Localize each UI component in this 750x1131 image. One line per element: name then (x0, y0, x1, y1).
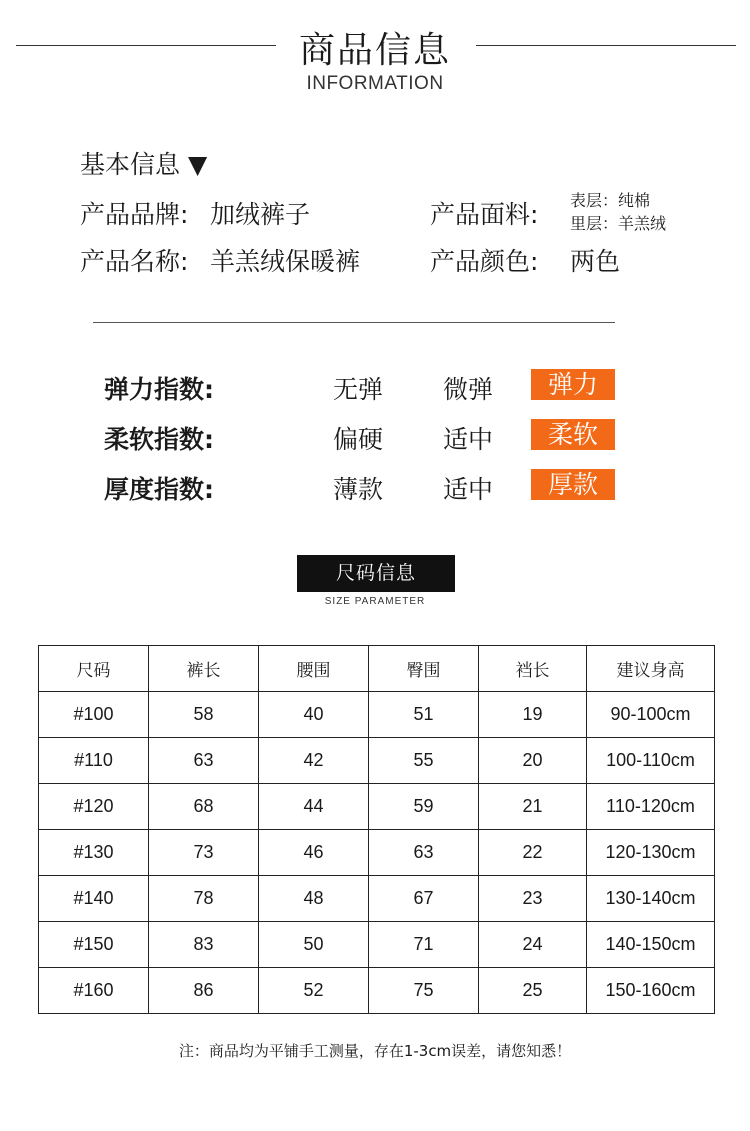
cell-waist: 50 (259, 922, 369, 968)
cell-height: 130-140cm (587, 876, 715, 922)
header-hip: 臀围 (369, 646, 479, 692)
cell-waist: 52 (259, 968, 369, 1014)
softness-option-medium: 适中 (442, 425, 493, 454)
table-row (39, 968, 715, 1014)
cell-rise: 21 (479, 784, 587, 830)
elasticity-option-none: 无弹 (332, 375, 383, 404)
color-label: 产品颜色: (430, 247, 539, 276)
cell-height: 90-100cm (587, 692, 715, 738)
elasticity-option-slight: 微弹 (442, 375, 493, 404)
cell-size: #110 (39, 738, 149, 784)
cell-waist: 48 (259, 876, 369, 922)
cell-hip: 59 (369, 784, 479, 830)
cell-length: 86 (149, 968, 259, 1014)
header-size: 尺码 (39, 646, 149, 692)
cell-rise: 25 (479, 968, 587, 1014)
cell-length: 63 (149, 738, 259, 784)
cell-height: 150-160cm (587, 968, 715, 1014)
cell-size: #130 (39, 830, 149, 876)
elasticity-option-elastic-selected: 弹力 (531, 369, 615, 400)
cell-hip: 63 (369, 830, 479, 876)
thickness-option-medium: 适中 (442, 475, 493, 504)
name-label: 产品名称: (80, 247, 189, 276)
fabric-label: 产品面料: (430, 200, 539, 229)
cell-waist: 44 (259, 784, 369, 830)
brand-label: 产品品牌: (80, 200, 189, 229)
thickness-option-thin: 薄款 (332, 475, 383, 504)
cell-length: 68 (149, 784, 259, 830)
basic-info-heading: 基本信息 ▼ (80, 150, 208, 179)
fabric-inner: 里层：羊羔绒 (570, 214, 667, 233)
size-section-subtitle: SIZE PARAMETER (324, 596, 426, 607)
cell-height: 110-120cm (587, 784, 715, 830)
table-row (39, 692, 715, 738)
section-divider (93, 322, 615, 323)
cell-length: 83 (149, 922, 259, 968)
cell-rise: 19 (479, 692, 587, 738)
table-row (39, 784, 715, 830)
cell-waist: 40 (259, 692, 369, 738)
header-waist: 腰围 (259, 646, 369, 692)
cell-hip: 51 (369, 692, 479, 738)
cell-rise: 20 (479, 738, 587, 784)
measurement-note: 注：商品均为平铺手工测量，存在1-3cm误差，请您知悉！ (178, 1042, 572, 1060)
cell-size: #140 (39, 876, 149, 922)
brand-value: 加绒裤子 (210, 200, 311, 229)
table-row (39, 738, 715, 784)
cell-size: #150 (39, 922, 149, 968)
softness-option-soft-selected: 柔软 (531, 419, 615, 450)
elasticity-label: 弹力指数: (104, 375, 214, 404)
cell-size: #160 (39, 968, 149, 1014)
cell-rise: 23 (479, 876, 587, 922)
page-subtitle: INFORMATION (306, 73, 444, 94)
size-section-title: 尺码信息 (297, 555, 455, 592)
cell-hip: 55 (369, 738, 479, 784)
color-value: 两色 (570, 247, 621, 276)
name-value: 羊羔绒保暖裤 (210, 247, 361, 276)
table-row (39, 922, 715, 968)
softness-label: 柔软指数: (104, 425, 214, 454)
cell-height: 120-130cm (587, 830, 715, 876)
cell-rise: 24 (479, 922, 587, 968)
header-rise: 裆长 (479, 646, 587, 692)
cell-waist: 42 (259, 738, 369, 784)
thickness-label: 厚度指数: (104, 475, 214, 504)
cell-height: 140-150cm (587, 922, 715, 968)
cell-height: 100-110cm (587, 738, 715, 784)
size-table (38, 645, 715, 1014)
header-height: 建议身高 (587, 646, 715, 692)
cell-waist: 46 (259, 830, 369, 876)
cell-size: #120 (39, 784, 149, 830)
cell-length: 78 (149, 876, 259, 922)
cell-length: 73 (149, 830, 259, 876)
cell-size: #100 (39, 692, 149, 738)
cell-hip: 75 (369, 968, 479, 1014)
fabric-outer: 表层：纯棉 (570, 191, 651, 210)
softness-option-hard: 偏硬 (332, 425, 383, 454)
thickness-option-thick-selected: 厚款 (531, 469, 615, 500)
page-title: 商品信息 (298, 30, 451, 71)
table-row (39, 830, 715, 876)
cell-rise: 22 (479, 830, 587, 876)
cell-hip: 67 (369, 876, 479, 922)
cell-length: 58 (149, 692, 259, 738)
header-pants-length: 裤长 (149, 646, 259, 692)
cell-hip: 71 (369, 922, 479, 968)
size-table-header-row (39, 646, 715, 692)
table-row (39, 876, 715, 922)
